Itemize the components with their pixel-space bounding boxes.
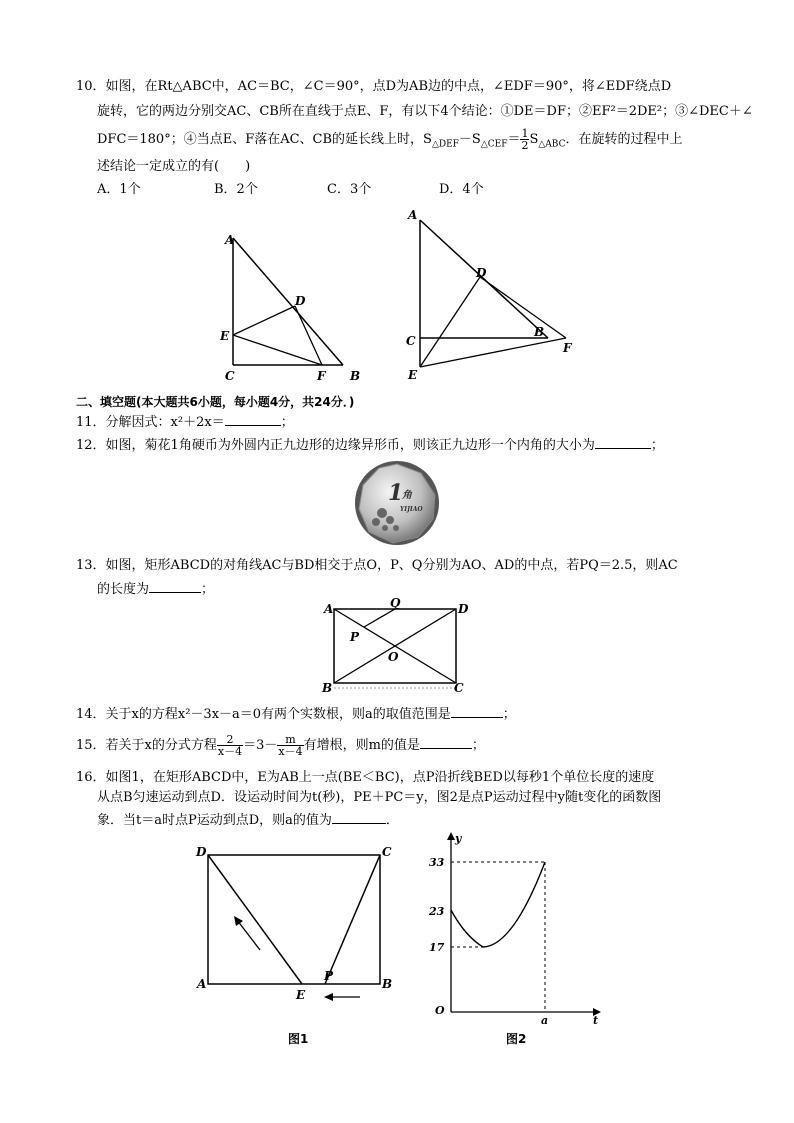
fig2-label-d: D: [476, 266, 487, 280]
q16-figure-1: [190, 840, 400, 1010]
fig1-label-a: A: [225, 233, 235, 247]
q14: 14．关于x的方程x²－3x－a＝0有两个实数根，则a的取值范围是 ；: [76, 703, 516, 724]
fig1-label-e: E: [220, 329, 230, 343]
fig2-label-c: C: [406, 334, 416, 348]
q14-answer-blank: [451, 703, 503, 718]
graph-tick-33: 33: [429, 856, 445, 869]
q13-label-o: O: [388, 650, 399, 664]
graph-tick-17: 17: [429, 941, 445, 954]
q10-option-a: A．1个: [97, 182, 141, 197]
graph-y-label: y: [455, 832, 462, 845]
q16-fig1-label-a: A: [197, 977, 207, 991]
fig2-label-e: E: [408, 368, 418, 382]
fig1-label-f: F: [317, 369, 326, 383]
q16-fig1-label-e: E: [296, 988, 306, 1002]
q15: 15．若关于x的分式方程 $\frac{2}{x-4}$ ＝3－ $\frac{m}{x-4}$ 有增根，则m的值是 ；: [76, 733, 485, 758]
graph-tick-23: 23: [429, 905, 445, 918]
fig2-label-b: B: [534, 325, 545, 339]
coin-image: [352, 458, 442, 548]
q13-label-d: D: [458, 602, 469, 616]
q13-label-b: B: [322, 681, 333, 695]
q10-option-b: B．2个: [214, 182, 258, 197]
q12: 12．如图，菊花1角硬币为外圆内正九边形的边缘异形币，则该正九边形一个内角的大小为 ；: [76, 434, 664, 455]
q16-line1: 16．如图1，在矩形ABCD中，E为AB上一点(BE＜BC)，点P沿折线BED以每秒1个单位长度的速度: [76, 770, 655, 785]
fig2-label-a: A: [408, 208, 418, 222]
q16-line2: 从点B匀速运动到点D．设运动时间为t(秒)，PE＋PC＝y，图2是点P运动过程中y随t变化的函数图: [97, 790, 662, 805]
function-curve: [451, 862, 545, 947]
q15-answer-blank: [420, 734, 472, 749]
q10-line2: 旋转，它的两边分别交AC、CB所在直线于点E、F，有以下4个结论：①DE＝DF；②EF²＝2DE²；③∠DEC＋∠: [97, 104, 753, 119]
q16-fig1-caption: 图1: [288, 1032, 309, 1046]
q11: 11．分解因式：x²＋2x＝ ；: [76, 411, 294, 432]
q10-figure-2: [400, 205, 585, 385]
q10-line1: 10．如图，在Rt△ABC中，AC＝BC，∠C＝90°，点D为AB边的中点，∠EDF＝90°，将∠EDF绕点D: [76, 79, 672, 94]
q16-fig1-label-d: D: [196, 845, 207, 859]
coin-text: YIJIAO: [400, 506, 423, 513]
fig2-label-f: F: [563, 341, 572, 355]
q13-answer-blank: [149, 578, 201, 593]
q16-function-graph: [425, 828, 615, 1028]
q13-line2: 的长度为 ；: [97, 578, 214, 599]
q13-label-c: C: [454, 681, 464, 695]
q10-line3: DFC＝180°；④当点E、F落在AC、CB的延长线上时，$S_{\triangle DEF}-S_{\triangle CEF}=$ $\frac{1}{2}$ $S_{\triangle ABC}$．在旋转的过程中上: [97, 127, 683, 152]
q15-fraction-1: $\frac{2}{x-4}$: [217, 733, 243, 758]
q10-option-c: C．3个: [327, 182, 372, 197]
q10-figure-1: [215, 228, 375, 388]
q13-line1: 13．如图，矩形ABCD的对角线AC与BD相交于点O，P、Q分别为AO、AD的中点，若PQ＝2.5，则AC: [76, 558, 678, 573]
q10-option-d: D．4个: [439, 182, 484, 197]
q13-label-p: P: [350, 630, 360, 644]
fig1-label-c: C: [225, 369, 235, 383]
graph-t-label: t: [593, 1014, 599, 1027]
section-2-title: 二、填空题(本大题共6小题，每小题4分，共24分．): [76, 395, 355, 409]
coin-unit: 角: [402, 490, 412, 501]
q12-answer-blank: [595, 434, 651, 449]
fig1-label-d: D: [295, 294, 306, 308]
q16-fig2-caption: 图2: [506, 1032, 527, 1046]
q15-fraction-2: $\frac{m}{x-4}$: [278, 733, 303, 758]
q13-rectangle-figure: [318, 597, 478, 697]
graph-origin-label: O: [435, 1004, 445, 1017]
q16-fig1-label-c: C: [382, 845, 392, 859]
q10-line4: 述结论一定成立的有( ): [97, 159, 251, 174]
q16-line3: 象．当t＝a时点P运动到点D，则a的值为 ．: [97, 809, 399, 830]
q16-fig1-label-b: B: [382, 977, 393, 991]
q13-label-q: Q: [390, 597, 401, 610]
fraction-one-half: $\frac{1}{2}$: [521, 127, 529, 152]
coin-value: 1: [388, 480, 404, 506]
graph-a-label: a: [541, 1014, 549, 1027]
q11-answer-blank: [225, 411, 281, 426]
q16-answer-blank: [332, 809, 386, 824]
q16-fig1-label-p: P: [324, 969, 334, 983]
q13-label-a: A: [324, 602, 334, 616]
fig1-label-b: B: [350, 369, 361, 383]
